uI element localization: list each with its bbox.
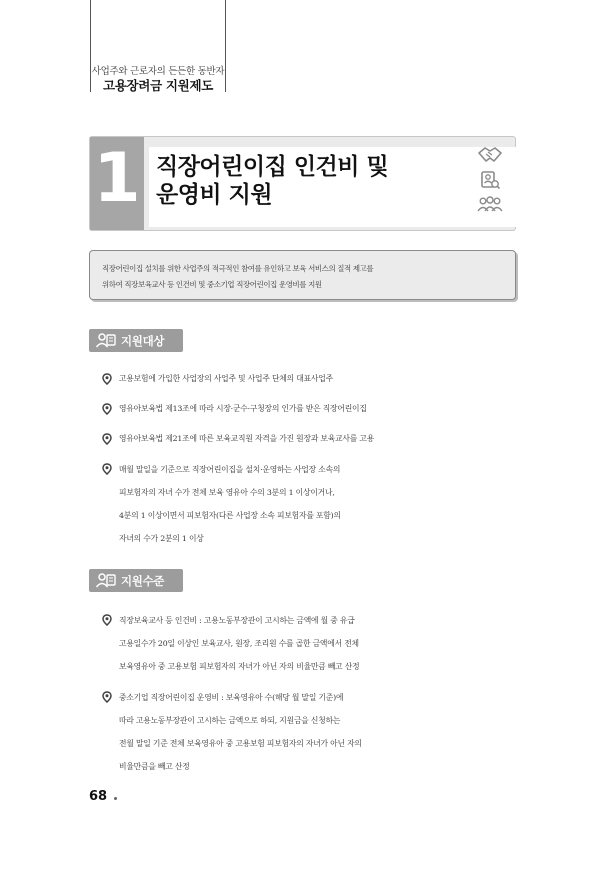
location-pin-bullet-icon — [101, 373, 113, 385]
list-item-line: 따라 고용노동부장관이 고시하는 금액으로 하되, 지원금을 신청하는 — [119, 716, 341, 725]
list-item-line: 고용보험에 가입한 사업장의 사업주 및 사업주 단체의 대표사업주 — [119, 374, 333, 383]
list-item — [99, 686, 519, 778]
running-header-subtitle: 사업주와 근로자의 든든한 동반자 — [91, 66, 225, 77]
section-heading-eligibility — [89, 329, 183, 352]
chapter-number: 1 — [93, 139, 141, 218]
list-item-line: 직장보육교사 등 인건비 : 고용노동부장관이 고시하는 금액에 월 중 유급 — [119, 616, 355, 625]
page-number: 68 — [89, 789, 108, 804]
list-item-line: 중소기업 직장어린이집 운영비 : 보육영유아 수(해당 월 말일 기준)에 — [119, 693, 344, 702]
location-pin-bullet-icon — [101, 433, 113, 445]
person-document-icon — [95, 572, 117, 589]
list-item-line: 보육영유아 중 고용보험 피보험자의 자녀가 아닌 자의 비율만큼 빼고 산정 — [119, 662, 360, 671]
chapter-banner — [89, 136, 516, 231]
location-pin-bullet-icon — [101, 403, 113, 415]
list-item — [99, 398, 519, 419]
list-item-line: 피보험자의 자녀 수가 전체 보육 영유아 수의 3분의 1 이상이거나, — [119, 488, 335, 497]
location-pin-bullet-icon — [101, 614, 113, 626]
running-header-title: 고용장려금 지원제도 — [102, 78, 214, 93]
section-heading-label: 지원수준 — [121, 574, 165, 588]
chapter-number-block — [90, 137, 144, 230]
document-person-icon — [479, 170, 501, 190]
location-pin-bullet-icon — [101, 691, 113, 703]
chapter-title-line-1: 직장어린이집 인건비 및 — [156, 154, 389, 180]
list-item — [99, 458, 519, 550]
list-item — [99, 368, 519, 389]
list-item — [99, 609, 519, 678]
eligibility-list — [99, 368, 519, 550]
person-document-icon — [95, 332, 117, 349]
section-heading-label: 지원대상 — [121, 334, 165, 348]
support-level-list — [99, 609, 519, 778]
list-item-line: 비율만큼을 빼고 산정 — [119, 762, 190, 771]
list-item-line: 4분의 1 이상이면서 피보험자(다른 사업장 소속 피보험자를 포함)의 — [119, 511, 341, 520]
summary-box — [89, 250, 516, 300]
list-item-line: 매월 말일을 기준으로 직장어린이집을 설치·운영하는 사업장 소속의 — [119, 465, 341, 474]
chapter-title-line-2: 운영비 지원 — [156, 182, 273, 208]
people-group-icon — [476, 195, 504, 213]
chapter-icons — [475, 145, 505, 218]
list-item — [99, 428, 519, 449]
list-item-line: 고용일수가 20일 이상인 보육교사, 원장, 조리원 수를 곱한 금액에서 전체 — [119, 639, 359, 648]
section-heading-support-level — [89, 569, 183, 592]
handshake-icon — [477, 145, 503, 165]
chapter-title — [156, 153, 456, 209]
list-item-line: 영유아보육법 제13조에 따라 시장·군수·구청장의 인가를 받은 직장어린이집 — [119, 404, 367, 413]
location-pin-bullet-icon — [101, 463, 113, 475]
summary-line: 직장어린이집 설치를 위한 사업주의 적극적인 참여를 유인하고 보육 서비스의 질적 제고를 — [102, 264, 374, 273]
list-item-line: 전월 말일 기준 전체 보육영유아 중 고용보험 피보험자의 자녀가 아닌 자의 — [119, 739, 362, 748]
running-header — [90, 0, 226, 92]
list-item-line: 자녀의 수가 2분의 1 이상 — [119, 534, 204, 543]
summary-line: 위하여 직장보육교사 등 인건비 및 중소기업 직장어린이집 운영비를 지원 — [102, 279, 322, 289]
list-item-line: 영유아보육법 제21조에 따른 보육교직원 자격을 가진 원장과 보육교사를 고용 — [119, 434, 375, 443]
page-number-dot — [114, 797, 117, 800]
